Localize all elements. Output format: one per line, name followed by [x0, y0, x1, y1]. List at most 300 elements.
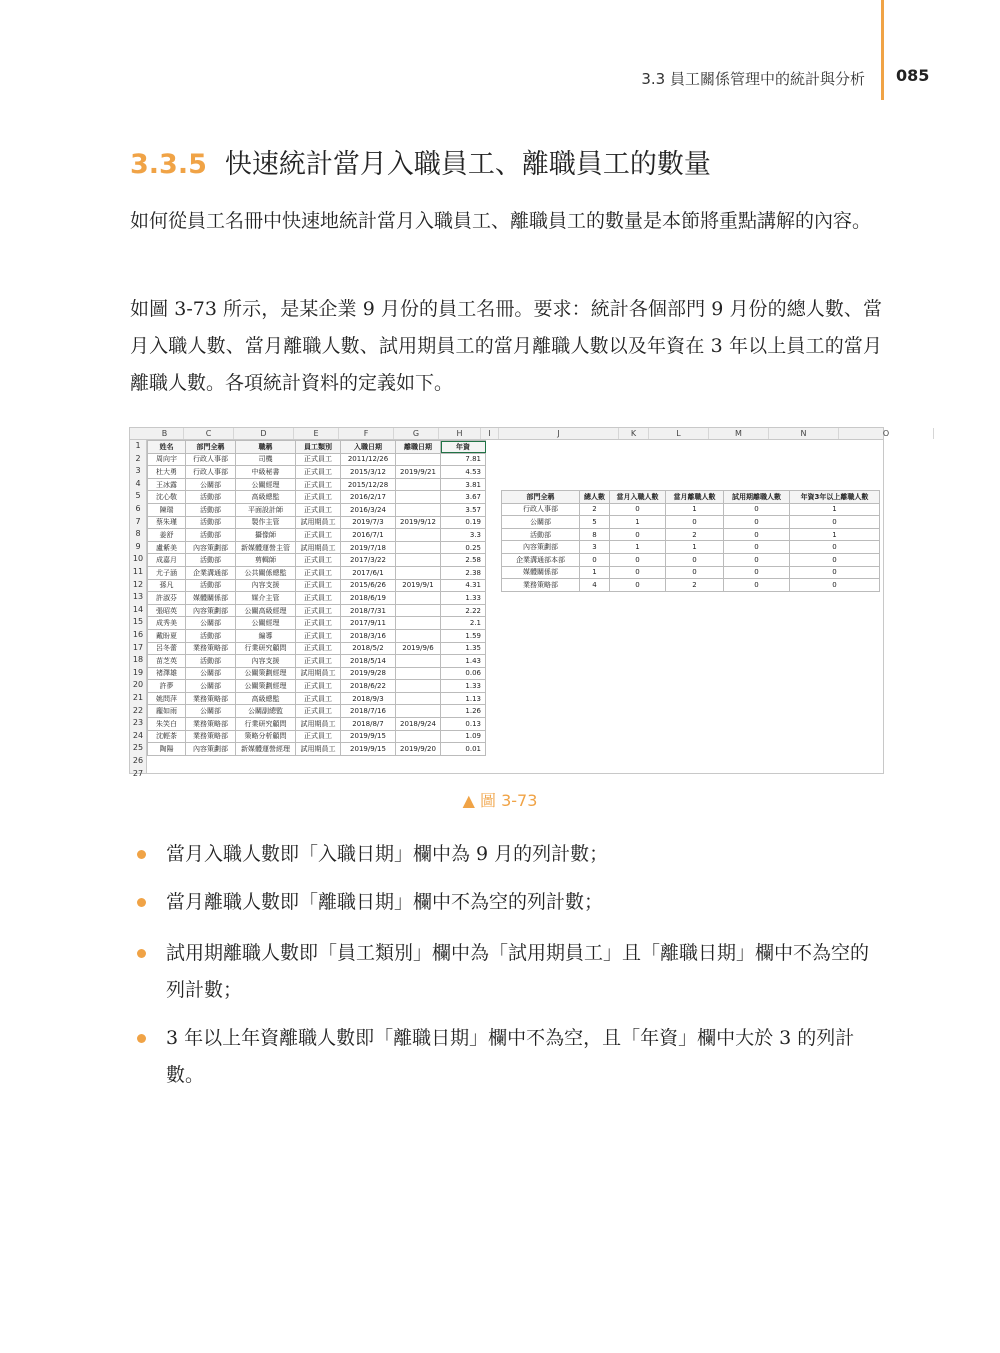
bullet-dot-icon [137, 850, 146, 859]
requirement-paragraph: 如圖 3-73 所示，是某企業 9 月份的員工名冊。要求：統計各個部門 9 月份的總人數、當月入職人數、當月離職人數、試用期員工的當月離職人數以及年資在 3 年以上員工的當月離職人數。各項統計資料的定義如下。 [130, 298, 882, 394]
table-cell[interactable]: 正式員工 [296, 680, 341, 693]
table-cell[interactable]: 製作主管 [236, 516, 296, 529]
table-cell[interactable]: 公關策劃經理 [236, 667, 296, 680]
table-cell[interactable]: 內容策劃部 [502, 541, 580, 554]
row-header-1[interactable]: 1 [135, 441, 141, 450]
table-cell[interactable]: 媒體關係部 [186, 592, 236, 605]
table-cell[interactable]: 2.58 [441, 554, 486, 567]
table-cell[interactable]: 沈輕茶 [148, 730, 186, 743]
spreadsheet-figure [129, 427, 890, 778]
table-cell[interactable]: 公共關係總監 [236, 566, 296, 579]
row-header-11[interactable]: 11 [132, 567, 144, 576]
table-cell[interactable] [396, 478, 441, 491]
table-cell[interactable] [396, 529, 441, 542]
table-cell[interactable]: 公關部 [186, 667, 236, 680]
table-cell[interactable]: 成嘉月 [148, 554, 186, 567]
table-cell[interactable]: 2019/7/3 [341, 516, 396, 529]
table-cell[interactable]: 1 [580, 566, 610, 579]
table-cell[interactable]: 正式員工 [296, 617, 341, 630]
table-row [148, 466, 486, 479]
table-cell[interactable]: 7.81 [441, 453, 486, 466]
table-cell[interactable]: 2016/3/24 [341, 503, 396, 516]
table-cell[interactable]: 內容支援 [236, 579, 296, 592]
table-cell[interactable]: 新媒體運營經理 [236, 743, 296, 756]
table-cell[interactable] [396, 655, 441, 668]
table-row [148, 478, 486, 491]
table-cell[interactable]: 2018/8/7 [341, 718, 396, 731]
table-cell[interactable]: 正式員工 [296, 503, 341, 516]
table-cell[interactable]: 1.26 [441, 705, 486, 718]
table-cell[interactable]: 3 [580, 541, 610, 554]
table-cell[interactable]: 正式員工 [296, 655, 341, 668]
table-cell[interactable]: 0 [610, 503, 666, 516]
table-cell[interactable]: 0 [724, 503, 790, 516]
table-cell[interactable]: 2016/2/17 [341, 491, 396, 504]
row-header-26[interactable]: 26 [132, 756, 144, 765]
table-cell[interactable]: 2019/9/28 [341, 667, 396, 680]
column-header-H[interactable]: H [439, 428, 481, 439]
table-cell[interactable]: 試用期員工 [296, 667, 341, 680]
table-cell[interactable]: 姚問萍 [148, 692, 186, 705]
row-header-19[interactable]: 19 [132, 667, 144, 677]
table-cell[interactable]: 2017/9/11 [341, 617, 396, 630]
table-cell[interactable]: 2015/3/12 [341, 466, 396, 479]
table-cell[interactable]: 0.06 [441, 667, 486, 680]
row-header-17[interactable]: 17 [132, 642, 144, 652]
column-header-G[interactable]: G [394, 428, 439, 439]
table-cell[interactable]: 龐如雨 [148, 705, 186, 718]
table-cell[interactable]: 孫凡 [148, 579, 186, 592]
table-row [502, 503, 880, 516]
row-header-9[interactable]: 9 [135, 541, 141, 551]
table-cell[interactable]: 1.09 [441, 730, 486, 743]
table-cell[interactable]: 2017/3/22 [341, 554, 396, 567]
table-cell[interactable]: 0.25 [441, 541, 486, 554]
table-cell[interactable]: 0 [610, 528, 666, 541]
column-header-L[interactable]: L [649, 428, 709, 439]
table-cell[interactable]: 2018/3/16 [341, 629, 396, 642]
table-cell[interactable]: 活動部 [186, 491, 236, 504]
table-cell[interactable]: 活動部 [186, 503, 236, 516]
table-cell[interactable]: 2019/9/12 [396, 516, 441, 529]
column-header-E[interactable]: E [294, 428, 339, 439]
column-header-D[interactable]: D [234, 428, 294, 439]
table-cell[interactable]: 正式員工 [296, 453, 341, 466]
table-cell[interactable]: 2.38 [441, 566, 486, 579]
table-cell[interactable]: 2011/12/26 [341, 453, 396, 466]
table-cell[interactable]: 平面設計師 [236, 503, 296, 516]
table-cell[interactable]: 活動部 [186, 554, 236, 567]
table-cell[interactable]: 蔡朱瑾 [148, 516, 186, 529]
table-cell[interactable]: 0 [790, 553, 880, 566]
table-cell[interactable]: 王冰露 [148, 478, 186, 491]
table-cell[interactable]: 陶陽 [148, 743, 186, 756]
table-cell[interactable]: 行政人事部 [502, 503, 580, 516]
header-cell[interactable]: 入職日期 [341, 441, 396, 454]
row-header-24[interactable]: 24 [132, 730, 144, 740]
table-row [148, 655, 486, 668]
table-header-row [148, 441, 486, 454]
table-cell[interactable]: 2018/5/14 [341, 655, 396, 668]
table-cell[interactable]: 4.31 [441, 579, 486, 592]
table-cell[interactable]: 2019/9/1 [396, 579, 441, 592]
table-cell[interactable] [396, 453, 441, 466]
table-cell[interactable]: 2018/6/22 [341, 680, 396, 693]
table-cell[interactable]: 0 [724, 553, 790, 566]
table-row [148, 629, 486, 642]
table-cell[interactable] [396, 680, 441, 693]
table-cell[interactable]: 業務策略部 [186, 730, 236, 743]
table-cell[interactable] [396, 705, 441, 718]
table-cell[interactable]: 0 [790, 579, 880, 592]
table-cell[interactable]: 2019/9/15 [341, 730, 396, 743]
table-cell[interactable]: 正式員工 [296, 566, 341, 579]
table-cell[interactable]: 陳瑞 [148, 503, 186, 516]
table-cell[interactable]: 苗芝英 [148, 655, 186, 668]
table-cell[interactable] [396, 604, 441, 617]
table-cell[interactable]: 姜舒 [148, 529, 186, 542]
table-cell[interactable] [396, 592, 441, 605]
table-cell[interactable]: 1.35 [441, 642, 486, 655]
table-cell[interactable]: 盧紫美 [148, 541, 186, 554]
table-cell[interactable]: 1.13 [441, 692, 486, 705]
table-cell[interactable]: 行政人事部 [186, 453, 236, 466]
bullet-dot-icon [137, 898, 146, 907]
table-cell[interactable]: 0 [724, 579, 790, 592]
table-cell[interactable]: 2015/6/26 [341, 579, 396, 592]
table-cell[interactable]: 1 [790, 503, 880, 516]
table-cell[interactable]: 2018/6/19 [341, 592, 396, 605]
table-cell[interactable]: 活動部 [186, 629, 236, 642]
table-cell[interactable]: 0 [666, 553, 724, 566]
table-header-row [502, 491, 880, 504]
table-cell[interactable]: 0 [724, 541, 790, 554]
table-cell[interactable]: 1.33 [441, 680, 486, 693]
table-cell[interactable]: 0 [724, 566, 790, 579]
table-cell[interactable]: 1.43 [441, 655, 486, 668]
table-cell[interactable]: 攝像師 [236, 529, 296, 542]
table-cell[interactable]: 2019/7/18 [341, 541, 396, 554]
row-header-27[interactable]: 27 [132, 768, 144, 778]
table-row [148, 705, 486, 718]
table-cell[interactable]: 正式員工 [296, 592, 341, 605]
table-cell[interactable]: 高級總監 [236, 491, 296, 504]
department-summary-table [501, 490, 880, 592]
table-cell[interactable]: 公關高級經理 [236, 604, 296, 617]
table-cell[interactable]: 戴盼夏 [148, 629, 186, 642]
column-header-C[interactable]: C [184, 428, 234, 439]
row-header-14[interactable]: 14 [132, 604, 144, 614]
table-cell[interactable]: 3.67 [441, 491, 486, 504]
table-cell[interactable]: 1 [666, 541, 724, 554]
section-heading [130, 142, 711, 181]
table-cell[interactable]: 0 [610, 579, 666, 592]
table-cell[interactable]: 正式員工 [296, 478, 341, 491]
table-cell[interactable]: 2015/12/28 [341, 478, 396, 491]
table-cell[interactable]: 4 [580, 579, 610, 592]
table-cell[interactable]: 0.19 [441, 516, 486, 529]
table-cell[interactable]: 正式員工 [296, 554, 341, 567]
column-header-bar [130, 428, 890, 440]
table-cell[interactable]: 3.3 [441, 529, 486, 542]
table-cell[interactable]: 正式員工 [296, 629, 341, 642]
header-cell[interactable]: 總人數 [580, 491, 610, 504]
table-cell[interactable]: 2.1 [441, 617, 486, 630]
table-cell[interactable]: 業務策略部 [186, 692, 236, 705]
table-cell[interactable]: 正式員工 [296, 466, 341, 479]
table-cell[interactable]: 0 [610, 553, 666, 566]
table-cell[interactable]: 朱笑白 [148, 718, 186, 731]
table-cell[interactable]: 2017/6/1 [341, 566, 396, 579]
table-cell[interactable]: 1 [610, 516, 666, 529]
header-cell[interactable]: 員工類別 [296, 441, 341, 454]
table-cell[interactable]: 內容策劃部 [186, 541, 236, 554]
column-header-M[interactable]: M [709, 428, 769, 439]
table-cell[interactable]: 2018/5/2 [341, 642, 396, 655]
table-cell[interactable]: 0 [790, 516, 880, 529]
table-cell[interactable]: 8 [580, 528, 610, 541]
header-cell[interactable]: 職稱 [236, 441, 296, 454]
table-cell[interactable]: 2016/7/1 [341, 529, 396, 542]
table-cell[interactable]: 正式員工 [296, 491, 341, 504]
table-cell[interactable]: 3.81 [441, 478, 486, 491]
table-cell[interactable]: 試用期員工 [296, 516, 341, 529]
table-cell[interactable] [396, 730, 441, 743]
table-cell[interactable]: 尤子涵 [148, 566, 186, 579]
table-cell[interactable]: 正式員工 [296, 579, 341, 592]
table-cell[interactable]: 褚澤雄 [148, 667, 186, 680]
table-cell[interactable]: 2019/9/21 [396, 466, 441, 479]
table-cell[interactable]: 公關部 [186, 705, 236, 718]
table-cell[interactable] [396, 503, 441, 516]
table-cell[interactable]: 內容支援 [236, 655, 296, 668]
table-cell[interactable]: 0 [666, 566, 724, 579]
table-row [148, 554, 486, 567]
table-cell[interactable]: 呂冬蕾 [148, 642, 186, 655]
table-cell[interactable]: 許淑芬 [148, 592, 186, 605]
table-cell[interactable]: 活動部 [186, 529, 236, 542]
table-cell[interactable]: 編導 [236, 629, 296, 642]
table-row [148, 642, 486, 655]
column-header-I[interactable]: I [481, 428, 499, 439]
table-row [502, 553, 880, 566]
table-cell[interactable]: 0 [724, 516, 790, 529]
table-cell[interactable]: 1 [666, 503, 724, 516]
table-cell[interactable]: 公關經理 [236, 617, 296, 630]
header-cell[interactable]: 試用期離職人數 [724, 491, 790, 504]
table-cell[interactable]: 活動部 [502, 528, 580, 541]
table-cell[interactable]: 中級秘書 [236, 466, 296, 479]
table-cell[interactable]: 沈心敬 [148, 491, 186, 504]
table-cell[interactable]: 2018/9/24 [396, 718, 441, 731]
table-row [148, 503, 486, 516]
table-cell[interactable]: 公關部 [186, 478, 236, 491]
table-cell[interactable]: 剪輯師 [236, 554, 296, 567]
table-cell[interactable]: 2019/9/15 [341, 743, 396, 756]
column-header-O[interactable]: O [839, 428, 934, 439]
table-cell[interactable]: 公關經理 [236, 478, 296, 491]
table-cell[interactable]: 正式員工 [296, 642, 341, 655]
row-header-2[interactable]: 2 [135, 453, 141, 463]
table-cell[interactable]: 公關策劃經理 [236, 680, 296, 693]
table-cell[interactable]: 2 [666, 528, 724, 541]
table-cell[interactable]: 內容策劃部 [186, 743, 236, 756]
table-cell[interactable]: 策略分析顧問 [236, 730, 296, 743]
row-header-8[interactable]: 8 [135, 529, 141, 539]
row-header-7[interactable]: 7 [135, 516, 141, 526]
table-cell[interactable]: 0 [790, 566, 880, 579]
table-cell[interactable]: 2019/9/20 [396, 743, 441, 756]
table-cell[interactable]: 試用期員工 [296, 541, 341, 554]
table-cell[interactable]: 正式員工 [296, 705, 341, 718]
table-cell[interactable] [396, 554, 441, 567]
table-cell[interactable]: 1.59 [441, 629, 486, 642]
table-row [148, 566, 486, 579]
table-cell[interactable] [396, 629, 441, 642]
row-header-3[interactable]: 3 [135, 466, 141, 476]
table-cell[interactable]: 3.57 [441, 503, 486, 516]
header-cell[interactable]: 年資 [441, 441, 486, 454]
table-cell[interactable]: 1 [790, 528, 880, 541]
table-cell[interactable]: 1 [610, 541, 666, 554]
table-cell[interactable]: 公關部 [502, 516, 580, 529]
table-cell[interactable]: 0.01 [441, 743, 486, 756]
table-cell[interactable]: 0 [666, 516, 724, 529]
table-cell[interactable]: 高級總監 [236, 692, 296, 705]
column-header-F[interactable]: F [339, 428, 394, 439]
table-cell[interactable]: 2.22 [441, 604, 486, 617]
table-cell[interactable]: 2018/9/3 [341, 692, 396, 705]
table-cell[interactable] [396, 692, 441, 705]
table-cell[interactable]: 2 [666, 579, 724, 592]
table-row [148, 541, 486, 554]
page-number: 085 [896, 66, 930, 85]
header-cell[interactable]: 當月離職人數 [666, 491, 724, 504]
column-header-K[interactable]: K [619, 428, 649, 439]
table-cell[interactable]: 1.33 [441, 592, 486, 605]
table-cell[interactable]: 0 [790, 541, 880, 554]
table-cell[interactable]: 0 [610, 566, 666, 579]
table-cell[interactable]: 公關副總監 [236, 705, 296, 718]
table-cell[interactable]: 成秀美 [148, 617, 186, 630]
row-header-13[interactable]: 13 [132, 592, 144, 602]
table-cell[interactable]: 2018/7/16 [341, 705, 396, 718]
table-cell[interactable]: 2 [580, 503, 610, 516]
table-row [148, 667, 486, 680]
table-cell[interactable]: 正式員工 [296, 730, 341, 743]
row-header-25[interactable]: 25 [132, 743, 144, 753]
table-cell[interactable]: 正式員工 [296, 692, 341, 705]
table-cell[interactable]: 企業溝通部本部 [502, 553, 580, 566]
table-row [502, 516, 880, 529]
table-cell[interactable]: 試用期員工 [296, 718, 341, 731]
row-header-18[interactable]: 18 [132, 655, 144, 665]
table-cell[interactable]: 4.53 [441, 466, 486, 479]
table-cell[interactable] [396, 491, 441, 504]
table-cell[interactable]: 張昭英 [148, 604, 186, 617]
table-cell[interactable]: 行政人事部 [186, 466, 236, 479]
table-row [502, 528, 880, 541]
header-cell[interactable]: 部門全稱 [502, 491, 580, 504]
table-cell[interactable]: 業務策略部 [186, 642, 236, 655]
table-cell[interactable]: 0 [580, 553, 610, 566]
table-cell[interactable] [396, 541, 441, 554]
table-cell[interactable]: 5 [580, 516, 610, 529]
header-cell[interactable]: 離職日期 [396, 441, 441, 454]
table-cell[interactable]: 2019/9/6 [396, 642, 441, 655]
table-cell[interactable] [396, 566, 441, 579]
row-header-16[interactable]: 16 [132, 630, 144, 639]
row-header-6[interactable]: 6 [135, 504, 141, 513]
table-row [148, 516, 486, 529]
table-row [502, 566, 880, 579]
table-cell[interactable]: 公關部 [186, 680, 236, 693]
bullet-item: 試用期離職人數即「員工類別」欄中為「試用期員工」且「離職日期」欄中不為空的列計數； [130, 935, 882, 1009]
header-cell[interactable]: 當月入職人數 [610, 491, 666, 504]
row-header-12[interactable]: 12 [132, 579, 144, 589]
table-cell[interactable]: 司機 [236, 453, 296, 466]
table-cell[interactable]: 杜大勇 [148, 466, 186, 479]
table-row [148, 579, 486, 592]
column-header-B[interactable]: B [146, 428, 184, 439]
table-cell[interactable]: 媒介主管 [236, 592, 296, 605]
table-cell[interactable]: 媒體關係部 [502, 566, 580, 579]
table-cell[interactable]: 活動部 [186, 579, 236, 592]
row-header-23[interactable]: 23 [132, 718, 144, 728]
table-cell[interactable]: 周向宇 [148, 453, 186, 466]
table-cell[interactable]: 許夢 [148, 680, 186, 693]
table-cell[interactable]: 試用期員工 [296, 743, 341, 756]
table-cell[interactable]: 2018/7/31 [341, 604, 396, 617]
table-cell[interactable]: 新媒體運營主管 [236, 541, 296, 554]
table-row [148, 680, 486, 693]
header-cell[interactable]: 年資3年以上離職人數 [790, 491, 880, 504]
row-header-4[interactable]: 4 [135, 478, 141, 488]
table-cell[interactable]: 業務策略部 [502, 579, 580, 592]
row-header-22[interactable]: 22 [132, 705, 144, 715]
header-cell[interactable]: 姓名 [148, 441, 186, 454]
row-header-20[interactable]: 20 [132, 680, 144, 690]
table-cell[interactable]: 正式員工 [296, 529, 341, 542]
figure-caption: ▲ 圖 3-73 [462, 791, 538, 810]
table-cell[interactable]: 0 [724, 528, 790, 541]
table-cell[interactable]: 公關部 [186, 617, 236, 630]
table-cell[interactable]: 活動部 [186, 655, 236, 668]
column-header-N[interactable]: N [769, 428, 839, 439]
row-header-21[interactable]: 21 [132, 693, 144, 702]
row-header-10[interactable]: 10 [132, 554, 144, 564]
table-cell[interactable]: 活動部 [186, 516, 236, 529]
table-cell[interactable]: 業務策略部 [186, 718, 236, 731]
section-number: 3.3.5 [130, 149, 207, 180]
table-row [148, 529, 486, 542]
table-cell[interactable]: 行業研究顧問 [236, 718, 296, 731]
header-cell[interactable]: 部門全稱 [186, 441, 236, 454]
table-cell[interactable]: 行業研究顧問 [236, 642, 296, 655]
table-cell[interactable]: 內容策劃部 [186, 604, 236, 617]
column-header-J[interactable]: J [499, 428, 619, 439]
table-cell[interactable]: 正式員工 [296, 604, 341, 617]
bullet-item: 當月離職人數即「離職日期」欄中不為空的列計數； [130, 884, 882, 921]
table-row [148, 617, 486, 630]
row-header-15[interactable]: 15 [132, 617, 144, 627]
table-cell[interactable] [396, 617, 441, 630]
table-cell[interactable]: 0.13 [441, 718, 486, 731]
running-header-title: 3.3 員工關係管理中的統計與分析 [641, 70, 865, 88]
table-cell[interactable] [396, 667, 441, 680]
table-cell[interactable]: 企業溝通部 [186, 566, 236, 579]
row-header-5[interactable]: 5 [135, 491, 141, 501]
